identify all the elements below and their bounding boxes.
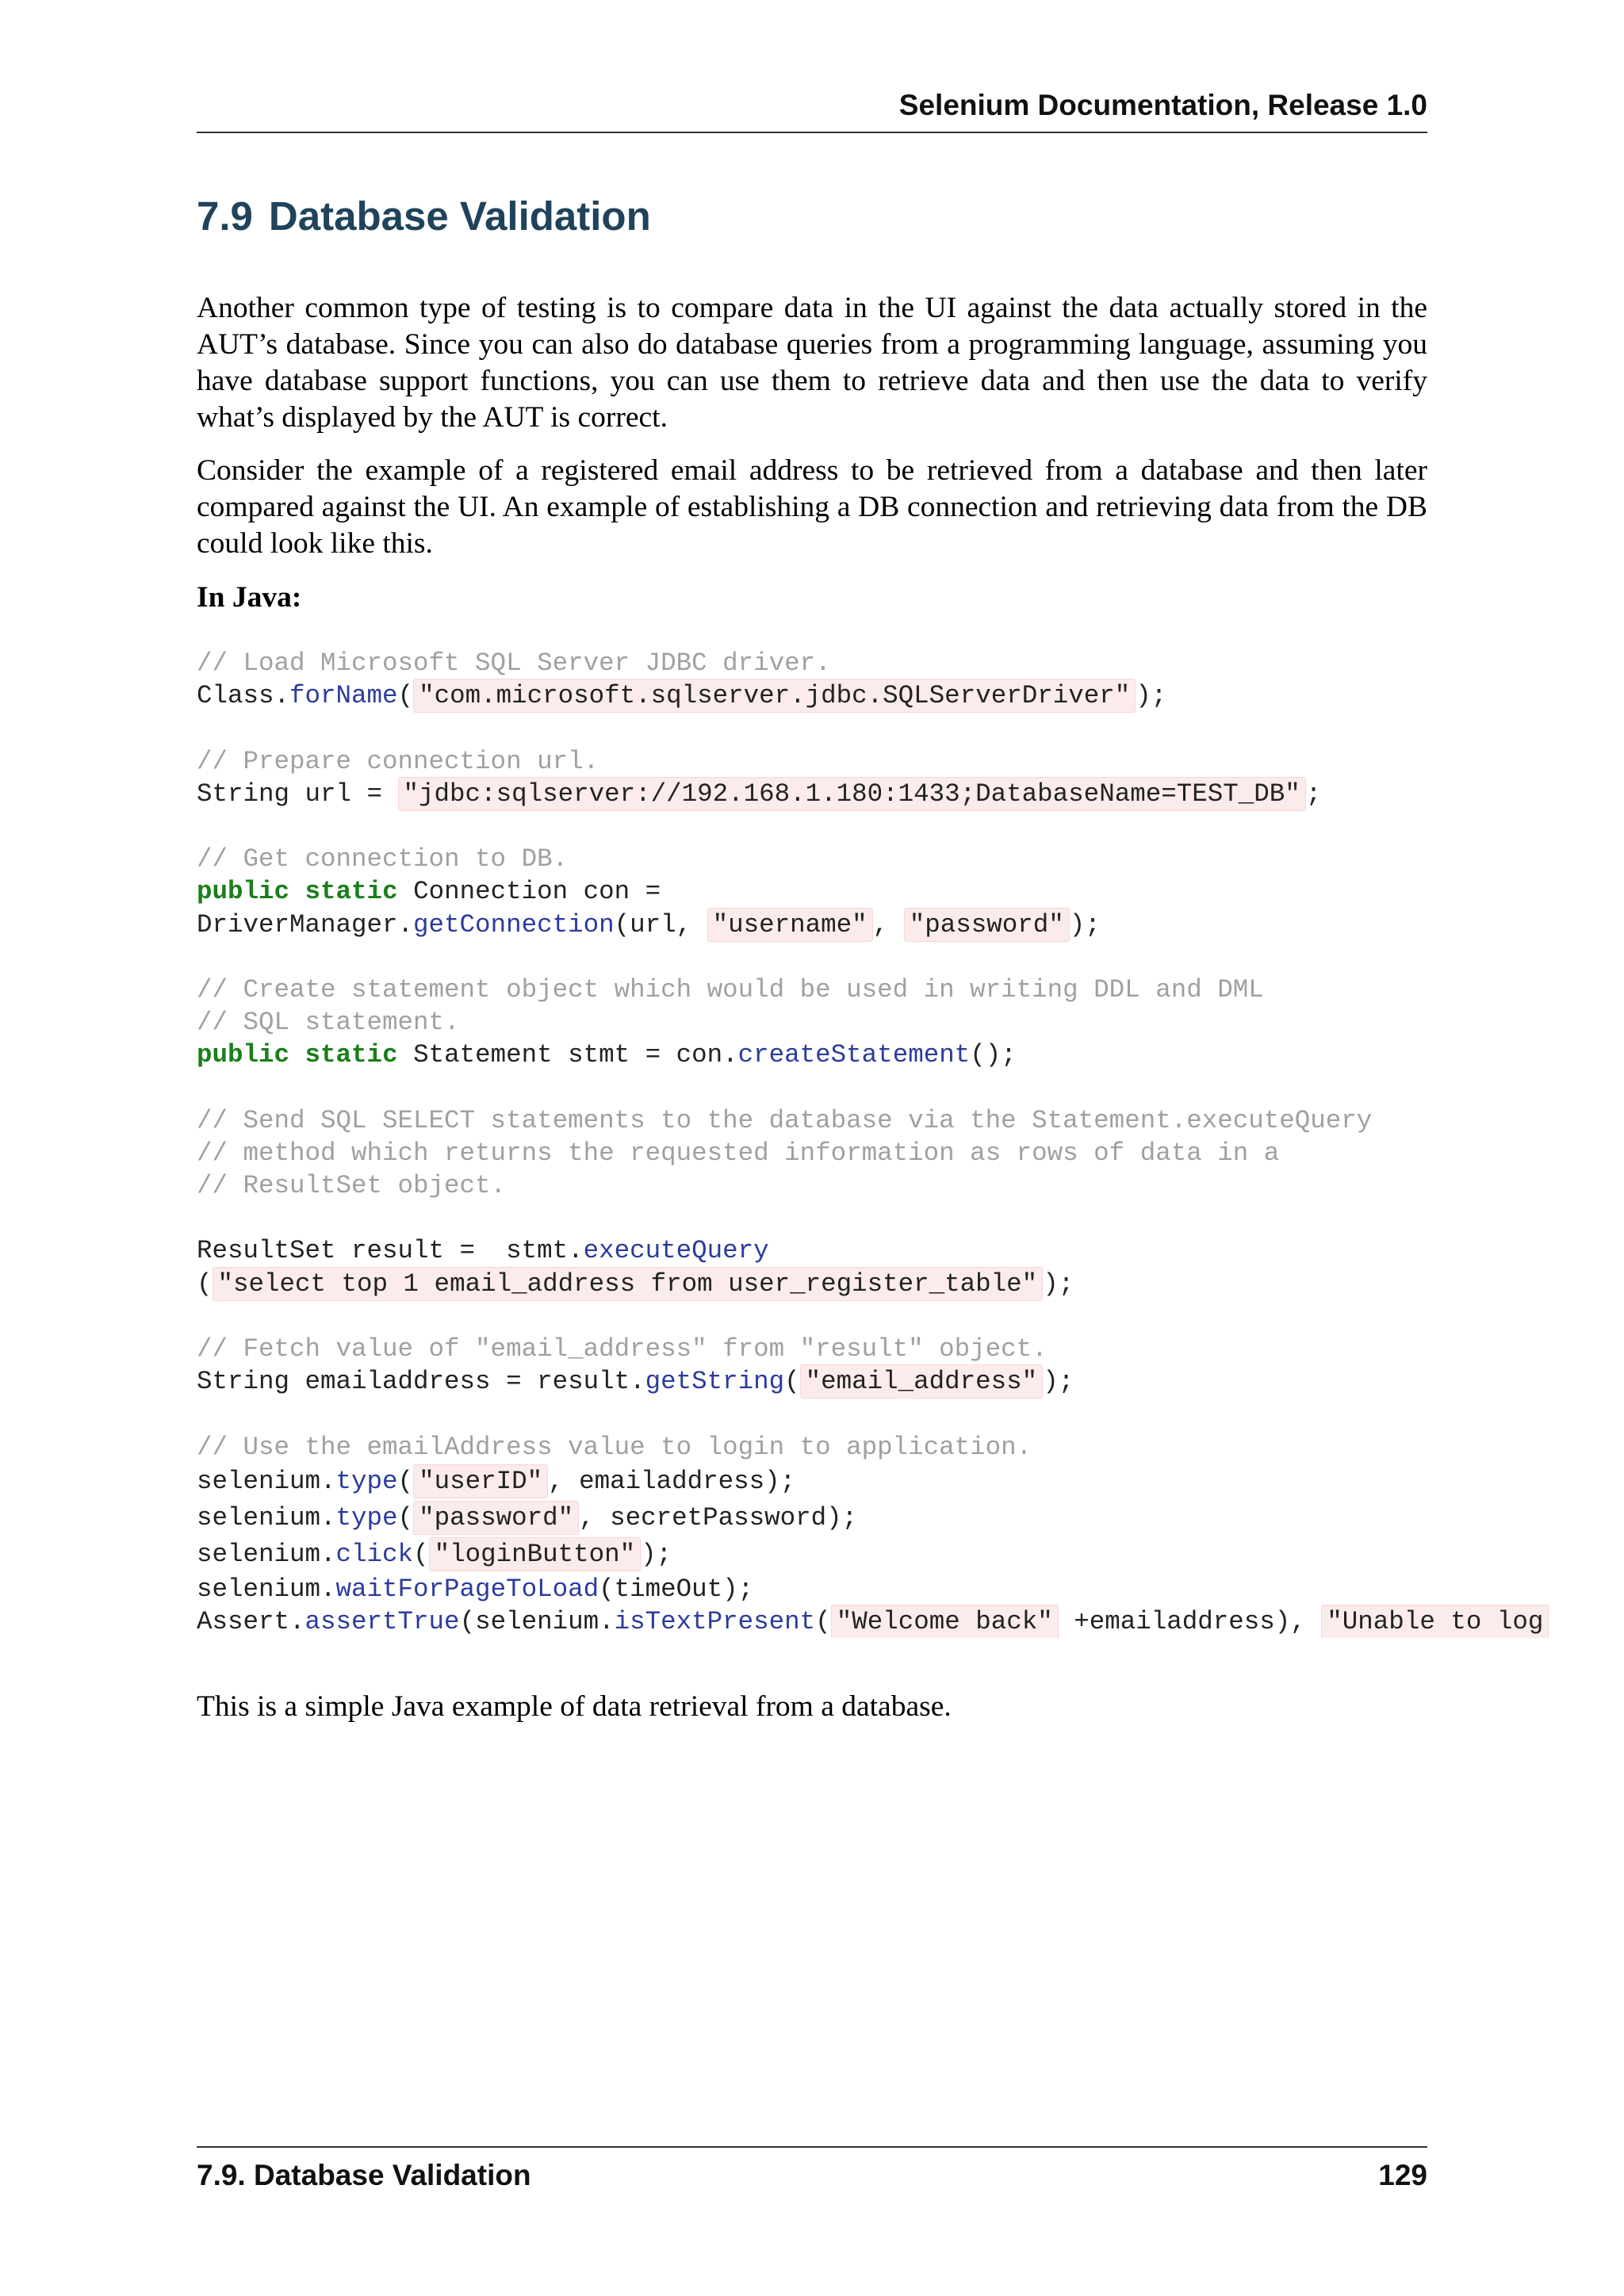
code-text: (: [784, 1367, 800, 1397]
code-comment: // Create statement object which would be used in writing DDL and DML: [197, 974, 1264, 1004]
code-line: [197, 1500, 1624, 1536]
code-line: [197, 1169, 1624, 1202]
code-blank-line: [197, 1398, 1624, 1430]
code-function: type: [335, 1502, 398, 1533]
code-text: selenium.: [197, 1539, 336, 1569]
code-blank-line: [197, 1300, 1624, 1333]
code-line: [197, 778, 1624, 810]
code-text: (: [397, 681, 414, 711]
code-text: +emailaddress),: [1058, 1606, 1322, 1636]
section-heading: [197, 193, 651, 239]
code-comment: // Load Microsoft SQL Server JDBC driver.: [197, 649, 831, 678]
code-string: "Welcome back": [831, 1605, 1059, 1638]
code-string: "email_address": [800, 1364, 1044, 1399]
code-line: [197, 1365, 1624, 1398]
code-keyword: static: [304, 1040, 398, 1070]
code-line: [197, 745, 1624, 778]
code-string: "username": [707, 908, 873, 942]
code-comment: // Send SQL SELECT statements to the database via the Statement.executeQuery: [197, 1105, 1373, 1135]
code-blank-line: [197, 1202, 1624, 1234]
code-text: );: [641, 1539, 672, 1569]
code-line: [197, 1268, 1624, 1300]
code-comment: // method which returns the requested information as rows of data in a: [197, 1138, 1280, 1168]
code-line: [197, 1605, 1624, 1638]
code-text: );: [1043, 1269, 1074, 1299]
code-line: [197, 1137, 1624, 1169]
code-line: [197, 1234, 1624, 1267]
code-string: "Unable to log: [1321, 1605, 1549, 1638]
code-keyword: public: [197, 877, 290, 907]
code-text: DriverManager.: [197, 909, 414, 939]
section-title-text: Database Validation: [268, 193, 651, 239]
code-line: [197, 1333, 1624, 1365]
header-rule: [197, 132, 1427, 133]
code-text: ;: [1305, 779, 1322, 809]
code-text: Statement stmt = con.: [397, 1040, 738, 1070]
code-text: (: [397, 1466, 414, 1496]
code-text: selenium.: [197, 1502, 336, 1533]
code-text: (: [197, 1269, 213, 1299]
code-comment: // Use the emailAddress value to login to application.: [197, 1432, 1032, 1462]
code-text: ResultSet result = stmt.: [197, 1236, 584, 1266]
code-string: "password": [413, 1501, 579, 1535]
code-line: [197, 843, 1624, 875]
java-label: In Java:: [197, 581, 302, 614]
code-text: (: [413, 1539, 429, 1569]
code-string: "jdbc:sqlserver://192.168.1.180:1433;DatabaseName=TEST_DB": [398, 777, 1306, 811]
code-text: (timeOut);: [599, 1574, 754, 1604]
code-line: [197, 1464, 1624, 1500]
code-comment: // Prepare connection url.: [197, 746, 599, 776]
code-string: "loginButton": [429, 1537, 642, 1571]
code-text: );: [1136, 681, 1167, 711]
code-text: String url =: [197, 779, 398, 809]
code-text: (: [815, 1606, 831, 1636]
code-string: "userID": [413, 1464, 548, 1498]
code-comment: // SQL statement.: [197, 1008, 460, 1038]
paragraph-intro: Another common type of testing is to compare data in the UI against the data actually stored in the AUT’s database. Since you can also do database queries from a programming language, assuming you have database support functions, you can use them to retrieve data and then use the data to verify what’s displayed by the AUT is correct.: [197, 292, 1427, 434]
code-function: click: [335, 1539, 414, 1569]
code-text: , emailaddress);: [548, 1466, 796, 1496]
code-function: getString: [645, 1367, 785, 1397]
section-number: 7.9: [197, 193, 253, 239]
code-string: "com.microsoft.sqlserver.jdbc.SQLServerDriver": [413, 679, 1136, 713]
code-line: [197, 1104, 1624, 1137]
code-text: Class.: [197, 681, 290, 711]
code-comment: // ResultSet object.: [197, 1171, 507, 1200]
footer-section-label: 7.9. Database Validation: [197, 2159, 531, 2191]
code-line: [197, 647, 1624, 679]
code-line: [197, 909, 1624, 941]
code-line: [197, 1006, 1624, 1039]
footer-rule: [197, 2146, 1427, 2148]
code-line: [197, 875, 1624, 908]
code-text: (: [397, 1502, 414, 1533]
paragraph-example: Consider the example of a registered email address to be retrieved from a database and then later compared against the UI. An example of establishing a DB connection and retrieving data from the DB could look like this.: [197, 454, 1427, 560]
code-block: [197, 647, 1624, 1638]
paragraph-closing: This is a simple Java example of data retrieval from a database.: [197, 1690, 952, 1723]
code-text: );: [1043, 1367, 1074, 1397]
code-comment: // Get connection to DB.: [197, 844, 569, 874]
code-keyword: static: [304, 877, 398, 907]
code-function: isTextPresent: [614, 1606, 816, 1636]
code-text: ();: [970, 1040, 1017, 1070]
code-function: forName: [289, 681, 398, 711]
code-comment: // Fetch value of "email_address" from "result" object.: [197, 1334, 1048, 1364]
code-keyword: public: [197, 1040, 290, 1070]
code-function: getConnection: [413, 909, 615, 939]
code-text: );: [1069, 909, 1101, 939]
code-function: executeQuery: [583, 1236, 769, 1266]
code-line: [197, 1573, 1624, 1605]
code-line: [197, 974, 1624, 1006]
code-text: ,: [872, 909, 904, 939]
code-text: Assert.: [197, 1606, 305, 1636]
code-blank-line: [197, 712, 1624, 744]
code-function: assertTrue: [304, 1606, 460, 1636]
code-text: , secretPassword);: [579, 1502, 858, 1533]
code-function: type: [335, 1466, 398, 1496]
code-line: [197, 1431, 1624, 1464]
code-string: "password": [904, 908, 1070, 942]
page-number: 129: [1378, 2159, 1427, 2191]
code-blank-line: [197, 1071, 1624, 1104]
code-text: String emailaddress = result.: [197, 1367, 645, 1397]
code-blank-line: [197, 810, 1624, 843]
code-line: [197, 1536, 1624, 1573]
running-header: Selenium Documentation, Release 1.0: [898, 89, 1427, 121]
code-text: (url,: [614, 909, 707, 939]
code-text: selenium.: [197, 1574, 336, 1604]
code-function: waitForPageToLoad: [335, 1574, 599, 1604]
code-blank-line: [197, 941, 1624, 974]
code-text: Connection con =: [397, 877, 661, 907]
code-text: (selenium.: [459, 1606, 615, 1636]
code-function: createStatement: [737, 1040, 971, 1070]
code-text: selenium.: [197, 1466, 336, 1496]
code-string: "select top 1 email_address from user_register_table": [213, 1267, 1044, 1301]
code-line: [197, 1039, 1624, 1071]
code-line: [197, 679, 1624, 712]
